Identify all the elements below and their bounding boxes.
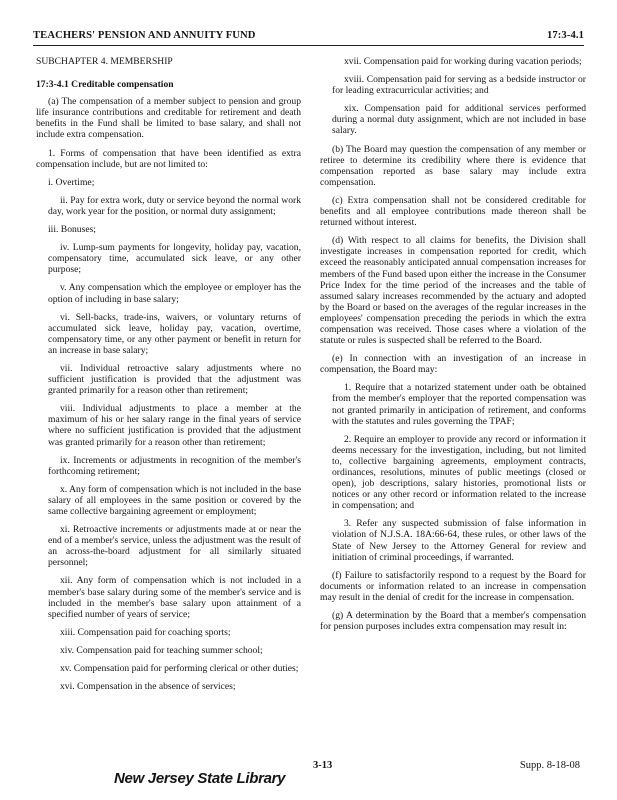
subchapter-heading: SUBCHAPTER 4. MEMBERSHIP <box>36 56 173 67</box>
page-number: 3-13 <box>313 760 333 771</box>
left-column <box>36 56 301 699</box>
paragraph-d: (d) With respect to all claims for benefits, the Division shall investigate increases in compensation reported for credit, which exceed the reasonably anticipated annual compensation increases for members of the Fund based upon either the increase in the Consumer Price Index for the time period of the increases and the table of assumed salary increases recommended by the actuary and adopted by the Board or based on the averages of the regular increases in the employees' compensation preceding the periods in which the extra compensation was received. Those cases where a violation of the statute or rules is suspected shall be referred to the Board. <box>320 235 586 347</box>
header-section-number: 17:3-4.1 <box>547 30 584 41</box>
paragraph-f: (f) Failure to satisfactorily respond to a request by the Board for documents or information related to an increase in compensation may result in the denial of credit for the increase in compensation. <box>320 569 586 603</box>
library-logo: New Jersey State Library <box>114 770 286 787</box>
right-column <box>320 56 586 639</box>
list-item: xvii. Compensation paid for working during vacation periods; <box>344 56 582 67</box>
list-item: xix. Compensation paid for additional services performed during a normal duty assignment, which are not included in base salary. <box>332 103 586 137</box>
list-item: xvi. Compensation in the absence of services; <box>60 681 236 693</box>
list-item: iv. Lump-sum payments for longevity, holiday pay, vacation, compensatory time, accumulated sick leave, or any other purpose; <box>48 242 301 276</box>
paragraph-a: (a) The compensation of a member subject to pension and group life insurance contributions and creditable for retirement and death benefits in the Fund shall be limited to base salary, and shall not include extra compensation. <box>36 96 301 141</box>
list-item: xii. Any form of compensation which is not included in a member's base salary during some of the member's service and is included in the member's base salary upon attainment of a specified number of years of service; <box>48 575 301 620</box>
paragraph-g: (g) A determination by the Board that a member's compensation for pension purposes includes extra compensation may result in: <box>320 610 586 633</box>
list-item: v. Any compensation which the employee or employer has the option of including in base salary; <box>48 282 301 305</box>
section-heading: 17:3-4.1 Creditable compensation <box>36 79 174 91</box>
supplement-date: Supp. 8-18-08 <box>519 760 580 771</box>
list-item: vi. Sell-backs, trade-ins, waivers, or voluntary returns of accumulated sick leave, holiday pay, vacation, overtime, compensatory time, or any other payment or benefit in return for an increase in base salary; <box>48 311 301 356</box>
list-item: iii. Bonuses; <box>48 224 96 236</box>
list-item: xviii. Compensation paid for serving as a bedside instructor or for leading extracurricular activities; and <box>332 74 586 97</box>
list-item: x. Any form of compensation which is not included in the base salary of all employees in the same position or covered by the same collective bargaining agreement or employment; <box>48 483 301 517</box>
list-item: 1. Require that a notarized statement under oath be obtained from the member's employer that the reported compensation was not granted primarily in anticipation of retirement, and conforms with the statutes and rules governing the TPAF; <box>332 382 586 427</box>
list-item: ix. Increments or adjustments in recognition of the member's forthcoming retirement; <box>48 454 301 477</box>
list-item: xiii. Compensation paid for coaching sports; <box>60 626 231 638</box>
list-item: viii. Individual adjustments to place a member at the maximum of his or her salary range in the final years of service where no sufficient justification is provided that the adjustment was granted primarily for a reason other than retirement; <box>48 403 301 448</box>
list-item: i. Overtime; <box>48 176 95 188</box>
header-rule <box>33 45 584 46</box>
list-item: xi. Retroactive increments or adjustments made at or near the end of a member's service, unless the adjustment was the result of an across-the-board adjustment for all similarly situated personnel; <box>48 524 301 569</box>
paragraph-a-1: 1. Forms of compensation that have been identified as extra compensation include, but are not limited to: <box>36 147 301 170</box>
list-item: vii. Individual retroactive salary adjustments where no sufficient justification is provided that the adjustment was granted primarily for a reason other than retirement; <box>48 362 301 397</box>
paragraph-b: (b) The Board may question the compensation of any member or retiree to determine its credibility where there is evidence that compensation reported as base salary may include extra compensation. <box>320 143 586 188</box>
list-item: xv. Compensation paid for performing clerical or other duties; <box>60 663 299 675</box>
paragraph-e: (e) In connection with an investigation of an increase in compensation, the Board may: <box>320 353 586 376</box>
list-item: 3. Refer any suspected submission of false information in violation of N.J.S.A. 18A:66-64, these rules, or other laws of the State of New Jersey to the Attorney General for review and initiation of criminal proceedings, if warranted. <box>332 518 586 563</box>
header-title: TEACHERS' PENSION AND ANNUITY FUND <box>33 30 256 41</box>
paragraph-c: (c) Extra compensation shall not be considered creditable for benefits and all employee contributions made thereon shall be returned without interest. <box>320 194 586 229</box>
list-item: 2. Require an employer to provide any record or information it deems necessary for the investigation, including, but not limited to, collective bargaining agreements, employment contracts, ordinances, resolutions, minutes of public meetings (closed or open), job descriptions, salary histories, promotional lists or notices or any other record or information related to the increase in compensation; and <box>332 433 586 512</box>
list-item: ii. Pay for extra work, duty or service beyond the normal work day, work year for the position, or normal duty assignment; <box>48 194 301 217</box>
running-header <box>33 30 584 46</box>
list-item: xiv. Compensation paid for teaching summer school; <box>60 644 263 656</box>
